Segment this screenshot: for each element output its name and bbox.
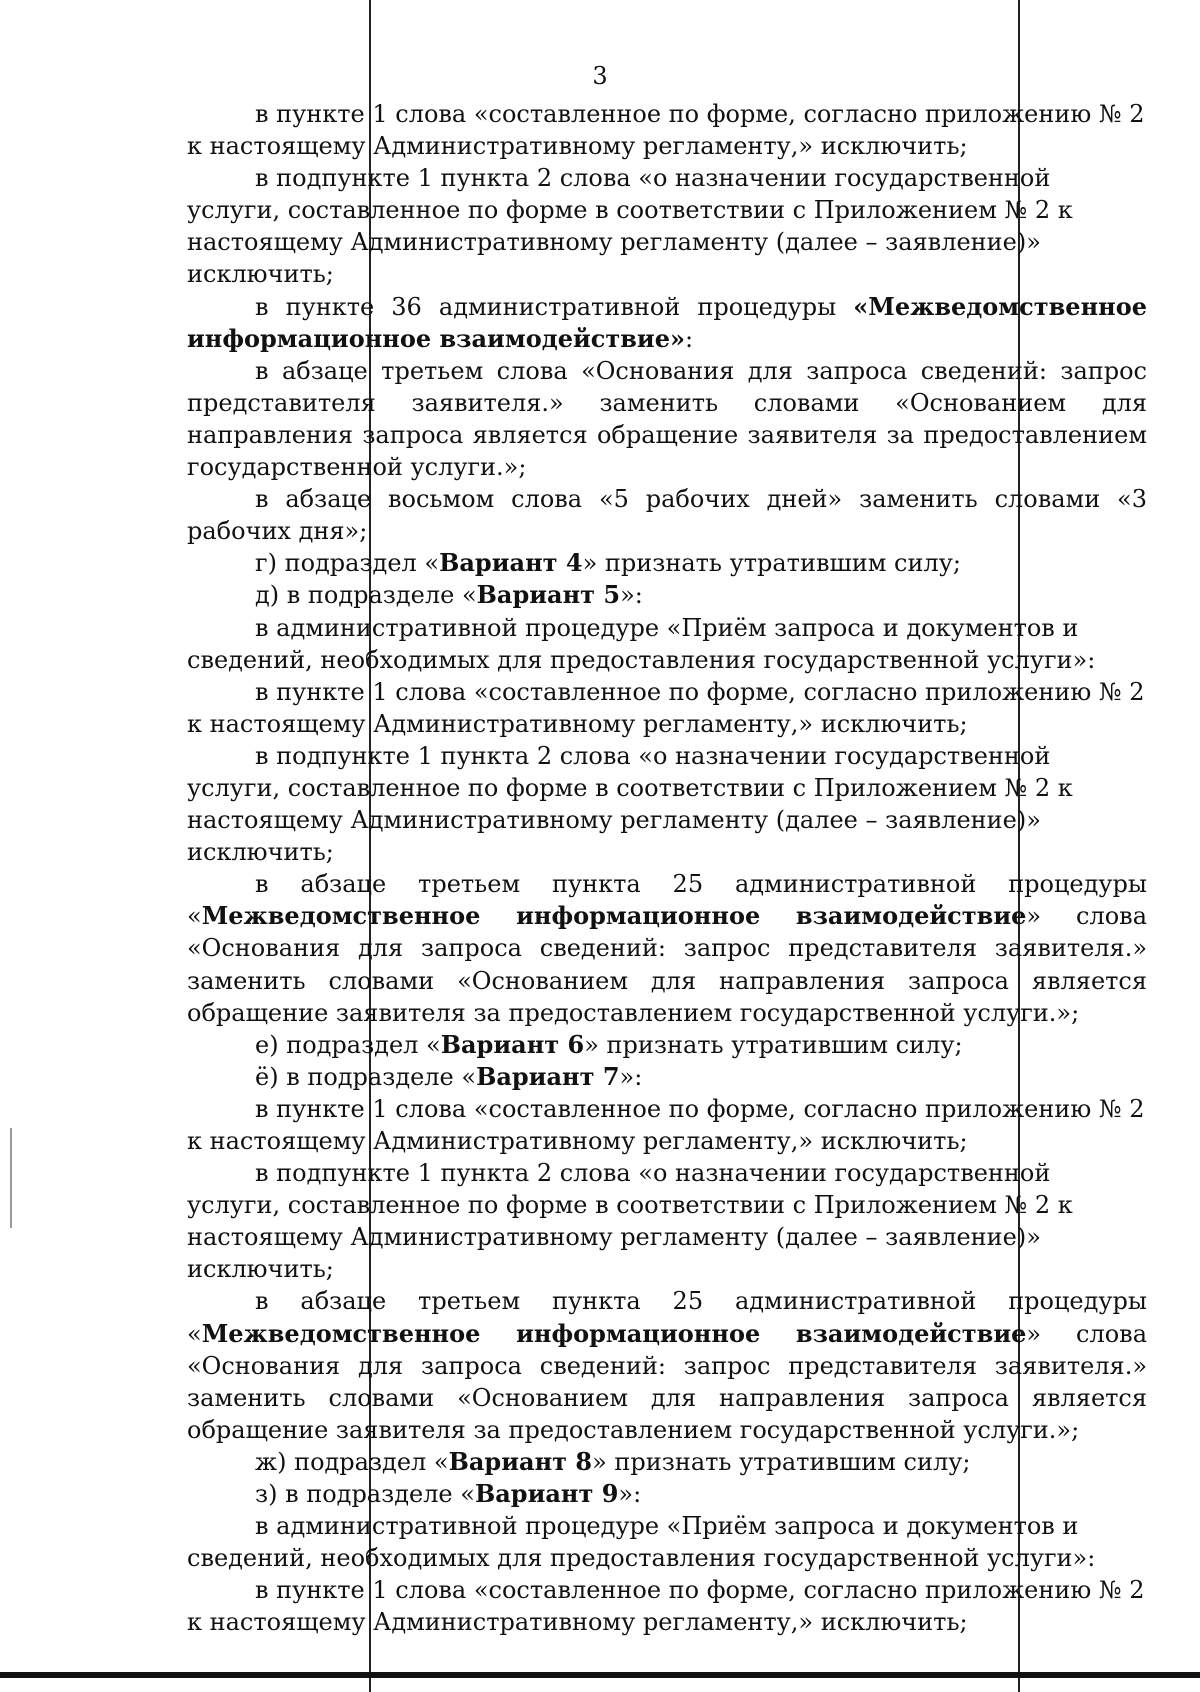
text-run: : bbox=[685, 324, 694, 353]
paragraph bbox=[187, 483, 1147, 547]
paragraph bbox=[187, 1061, 1147, 1093]
text-run: г) подраздел « bbox=[255, 549, 440, 578]
page-number: 3 bbox=[592, 62, 608, 90]
text-run: д) в подразделе « bbox=[255, 581, 477, 610]
text-run: в пункте 1 слова «составленное по форме, согласно приложению № 2 к настоящему Административному регламенту,» исключить; bbox=[187, 677, 1145, 738]
bold-text: Вариант 9 bbox=[474, 1479, 619, 1509]
paragraph bbox=[187, 1574, 1147, 1638]
paragraph bbox=[187, 355, 1147, 483]
paragraph bbox=[187, 547, 1147, 579]
text-run: е) подраздел « bbox=[255, 1030, 441, 1059]
paragraph bbox=[187, 162, 1147, 290]
document-body bbox=[187, 98, 1147, 1639]
text-run: в абзаце восьмом слова «5 рабочих дней» заменить словами «3 рабочих дня»; bbox=[187, 485, 1147, 546]
text-run: в подпункте 1 пункта 2 слова «о назначении государственной услуги, составленное по форме в соответствии с Приложением № 2 к настоящему Административному регламенту (далее – заявление)» исключить; bbox=[187, 741, 1073, 867]
paragraph bbox=[187, 1478, 1147, 1510]
text-run: » слова «Основания для запроса сведений: запрос представителя заявителя.» заменить словами «Основанием для направления запроса является обращение заявителя за предоставлением государственной услуги.»; bbox=[187, 1319, 1147, 1444]
paragraph bbox=[187, 868, 1147, 1028]
text-run: з) в подразделе « bbox=[255, 1480, 475, 1509]
bold-text: Межведомственное информационное взаимодействие bbox=[201, 901, 1027, 931]
text-run: ё) в подразделе « bbox=[255, 1062, 477, 1091]
paragraph bbox=[187, 1093, 1147, 1157]
text-run: »: bbox=[620, 581, 643, 610]
text-run: в абзаце третьем пункта 25 административной процедуры « bbox=[187, 870, 1147, 931]
bold-text: «Межведомственное информационное взаимодействие» bbox=[187, 291, 1147, 353]
text-run: » слова «Основания для запроса сведений: запрос представителя заявителя.» заменить словами «Основанием для направления запроса является обращение заявителя за предоставлением государственной услуги.»; bbox=[187, 902, 1147, 1027]
text-run: в пункте 1 слова «составленное по форме, согласно приложению № 2 к настоящему Административному регламенту,» исключить; bbox=[187, 1576, 1145, 1637]
bold-text: Вариант 6 bbox=[440, 1029, 585, 1059]
bold-text: Вариант 8 bbox=[448, 1446, 593, 1476]
text-run: »: bbox=[619, 1062, 643, 1091]
paragraph bbox=[187, 98, 1147, 162]
paragraph bbox=[187, 1285, 1147, 1445]
text-run: »: bbox=[618, 1480, 642, 1509]
text-run: в подпункте 1 пункта 2 слова «о назначении государственной услуги, составленное по форме в соответствии с Приложением № 2 к настоящему Административному регламенту (далее – заявление)» исключить; bbox=[187, 1159, 1073, 1284]
text-run: в абзаце третьем пункта 25 административной процедуры « bbox=[187, 1287, 1147, 1348]
text-run: » признать утратившим силу; bbox=[582, 549, 961, 578]
text-run: в административной процедуре «Приём запроса и документов и сведений, необходимых для предоставления государственной услуги»: bbox=[187, 613, 1096, 674]
bold-text: Межведомственное информационное взаимодействие bbox=[201, 1318, 1027, 1348]
scan-bottom-border bbox=[0, 1672, 1200, 1678]
text-run: » признать утратившим силу; bbox=[592, 1447, 971, 1476]
paragraph bbox=[187, 291, 1147, 355]
paragraph bbox=[187, 612, 1147, 676]
text-run: в подпункте 1 пункта 2 слова «о назначении государственной услуги, составленное по форме в соответствии с Приложением № 2 к настоящему Административному регламенту (далее – заявление)» исключить; bbox=[187, 164, 1073, 289]
paragraph bbox=[187, 1157, 1147, 1285]
scan-line-margin bbox=[10, 1128, 12, 1228]
text-run: в абзаце третьем слова «Основания для запроса сведений: запрос представителя заявителя.» заменить словами «Основанием для направления запроса является обращение заявителя за предоставлением государственной услуги.»; bbox=[187, 356, 1147, 482]
paragraph bbox=[187, 1029, 1147, 1061]
text-run: в пункте 36 административной процедуры bbox=[255, 292, 854, 321]
paragraph bbox=[187, 740, 1147, 868]
text-run: ж) подраздел « bbox=[255, 1447, 449, 1476]
text-run: в пункте 1 слова «составленное по форме, согласно приложению № 2 к настоящему Административному регламенту,» исключить; bbox=[187, 1094, 1145, 1155]
text-run: » признать утратившим силу; bbox=[584, 1030, 963, 1059]
bold-text: Вариант 4 bbox=[439, 548, 583, 578]
paragraph bbox=[187, 1446, 1147, 1478]
paragraph bbox=[187, 579, 1147, 611]
text-run: в административной процедуре «Приём запроса и документов и сведений, необходимых для предоставления государственной услуги»: bbox=[187, 1512, 1096, 1573]
text-run: в пункте 1 слова «составленное по форме, согласно приложению № 2 к настоящему Административному регламенту,» исключить; bbox=[187, 100, 1145, 161]
bold-text: Вариант 7 bbox=[476, 1061, 620, 1091]
paragraph bbox=[187, 1510, 1147, 1574]
paragraph bbox=[187, 676, 1147, 740]
bold-text: Вариант 5 bbox=[476, 580, 621, 610]
